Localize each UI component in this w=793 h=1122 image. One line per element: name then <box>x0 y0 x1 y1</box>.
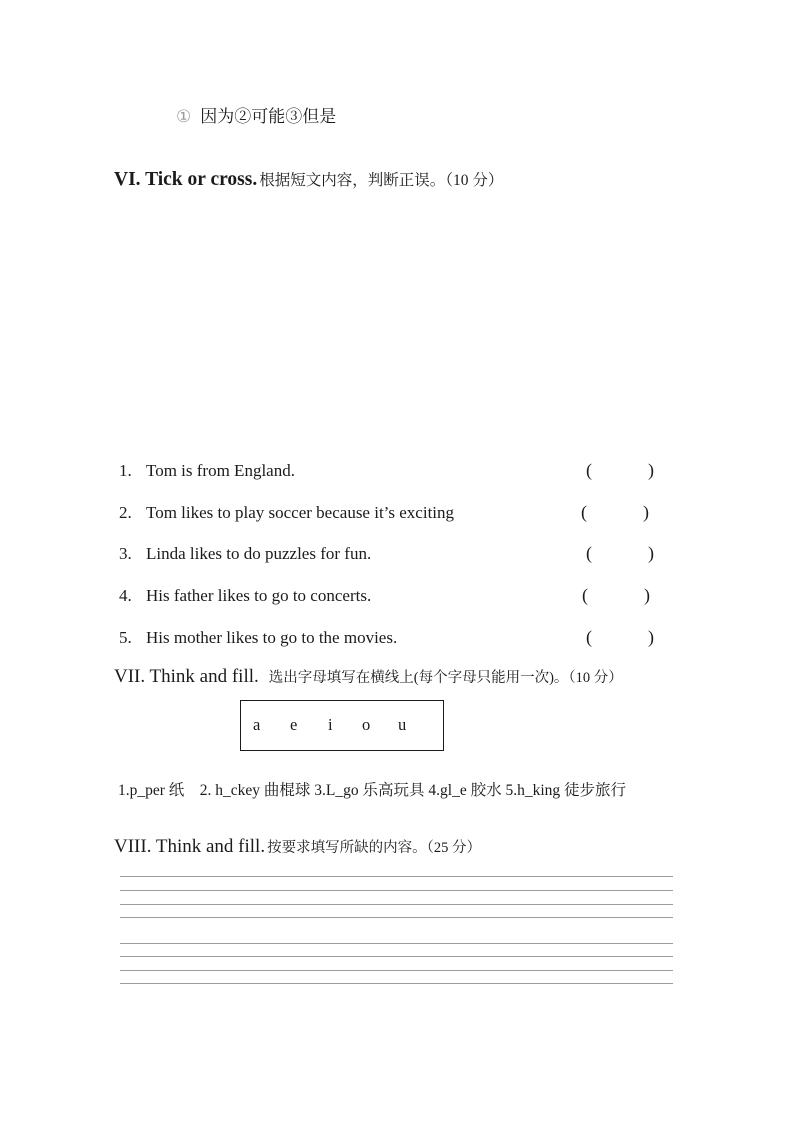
section-vi-subtitle: 根据短文内容，判断正误。（10 分） <box>259 172 504 189</box>
writing-line[interactable] <box>120 917 673 918</box>
writing-line[interactable] <box>120 904 673 905</box>
note-line <box>176 107 336 127</box>
question-row <box>119 586 371 606</box>
paren-close: ) <box>648 460 654 480</box>
question-text: His mother likes to go to the movies. <box>146 628 398 647</box>
paren-close: ) <box>644 585 650 605</box>
writing-line[interactable] <box>120 970 673 971</box>
paren-close: ) <box>643 502 649 522</box>
writing-line[interactable] <box>120 876 673 877</box>
section-vii-heading <box>114 666 623 689</box>
section-viii-subtitle: 按要求填写所缺的内容。（25 分） <box>267 840 481 856</box>
answer-parens[interactable] <box>586 543 654 565</box>
question-text: Linda likes to do puzzles for fun. <box>146 544 372 563</box>
section-vii-subtitle: 选出字母填写在横线上(每个字母只能用一次)。（10 分） <box>268 670 623 686</box>
question-number: 5. <box>119 628 132 647</box>
question-row <box>119 503 454 523</box>
letter-option: a <box>253 715 261 734</box>
writing-line[interactable] <box>120 890 673 891</box>
question-text: Tom is from England. <box>146 461 295 480</box>
paren-open: ( <box>582 585 588 605</box>
section-vi-title: VI. Tick or cross. <box>114 169 258 190</box>
note-text: 因为②可能③但是 <box>200 107 337 126</box>
answer-parens[interactable] <box>581 502 649 524</box>
question-row <box>119 628 397 648</box>
section-viii-title: VIII. Think and fill. <box>114 836 266 857</box>
question-text: Tom likes to play soccer because it’s exciting <box>146 503 455 522</box>
question-text: His father likes to go to concerts. <box>146 586 372 605</box>
paren-close: ) <box>648 543 654 563</box>
vocab-line: 1.p_per 纸 2. h_ckey 曲棍球 3.L_go 乐高玩具 4.gl_e 胶水 5.h_king 徒步旅行 <box>118 782 627 799</box>
writing-line[interactable] <box>120 983 673 984</box>
paren-close: ) <box>648 627 654 647</box>
question-number: 4. <box>119 586 132 605</box>
letter-bank-box <box>240 700 444 751</box>
question-row <box>119 544 371 564</box>
note-marker: ① <box>176 107 192 126</box>
question-number: 3. <box>119 544 132 563</box>
section-viii-heading <box>114 836 481 859</box>
paren-open: ( <box>586 460 592 480</box>
question-number: 1. <box>119 461 132 480</box>
question-number: 2. <box>119 503 132 522</box>
answer-parens[interactable] <box>582 585 650 607</box>
writing-line[interactable] <box>120 956 673 957</box>
question-row <box>119 461 295 481</box>
letter-option: e <box>290 715 298 734</box>
letter-option: i <box>328 715 333 734</box>
letter-option: u <box>398 715 407 734</box>
section-vii-title: VII. Think and fill. <box>114 666 259 687</box>
section-vi-heading <box>114 168 503 191</box>
answer-parens[interactable] <box>586 460 654 482</box>
writing-line[interactable] <box>120 943 673 944</box>
paren-open: ( <box>586 543 592 563</box>
letter-option: o <box>362 715 371 734</box>
answer-parens[interactable] <box>586 627 654 649</box>
paren-open: ( <box>586 627 592 647</box>
paren-open: ( <box>581 502 587 522</box>
